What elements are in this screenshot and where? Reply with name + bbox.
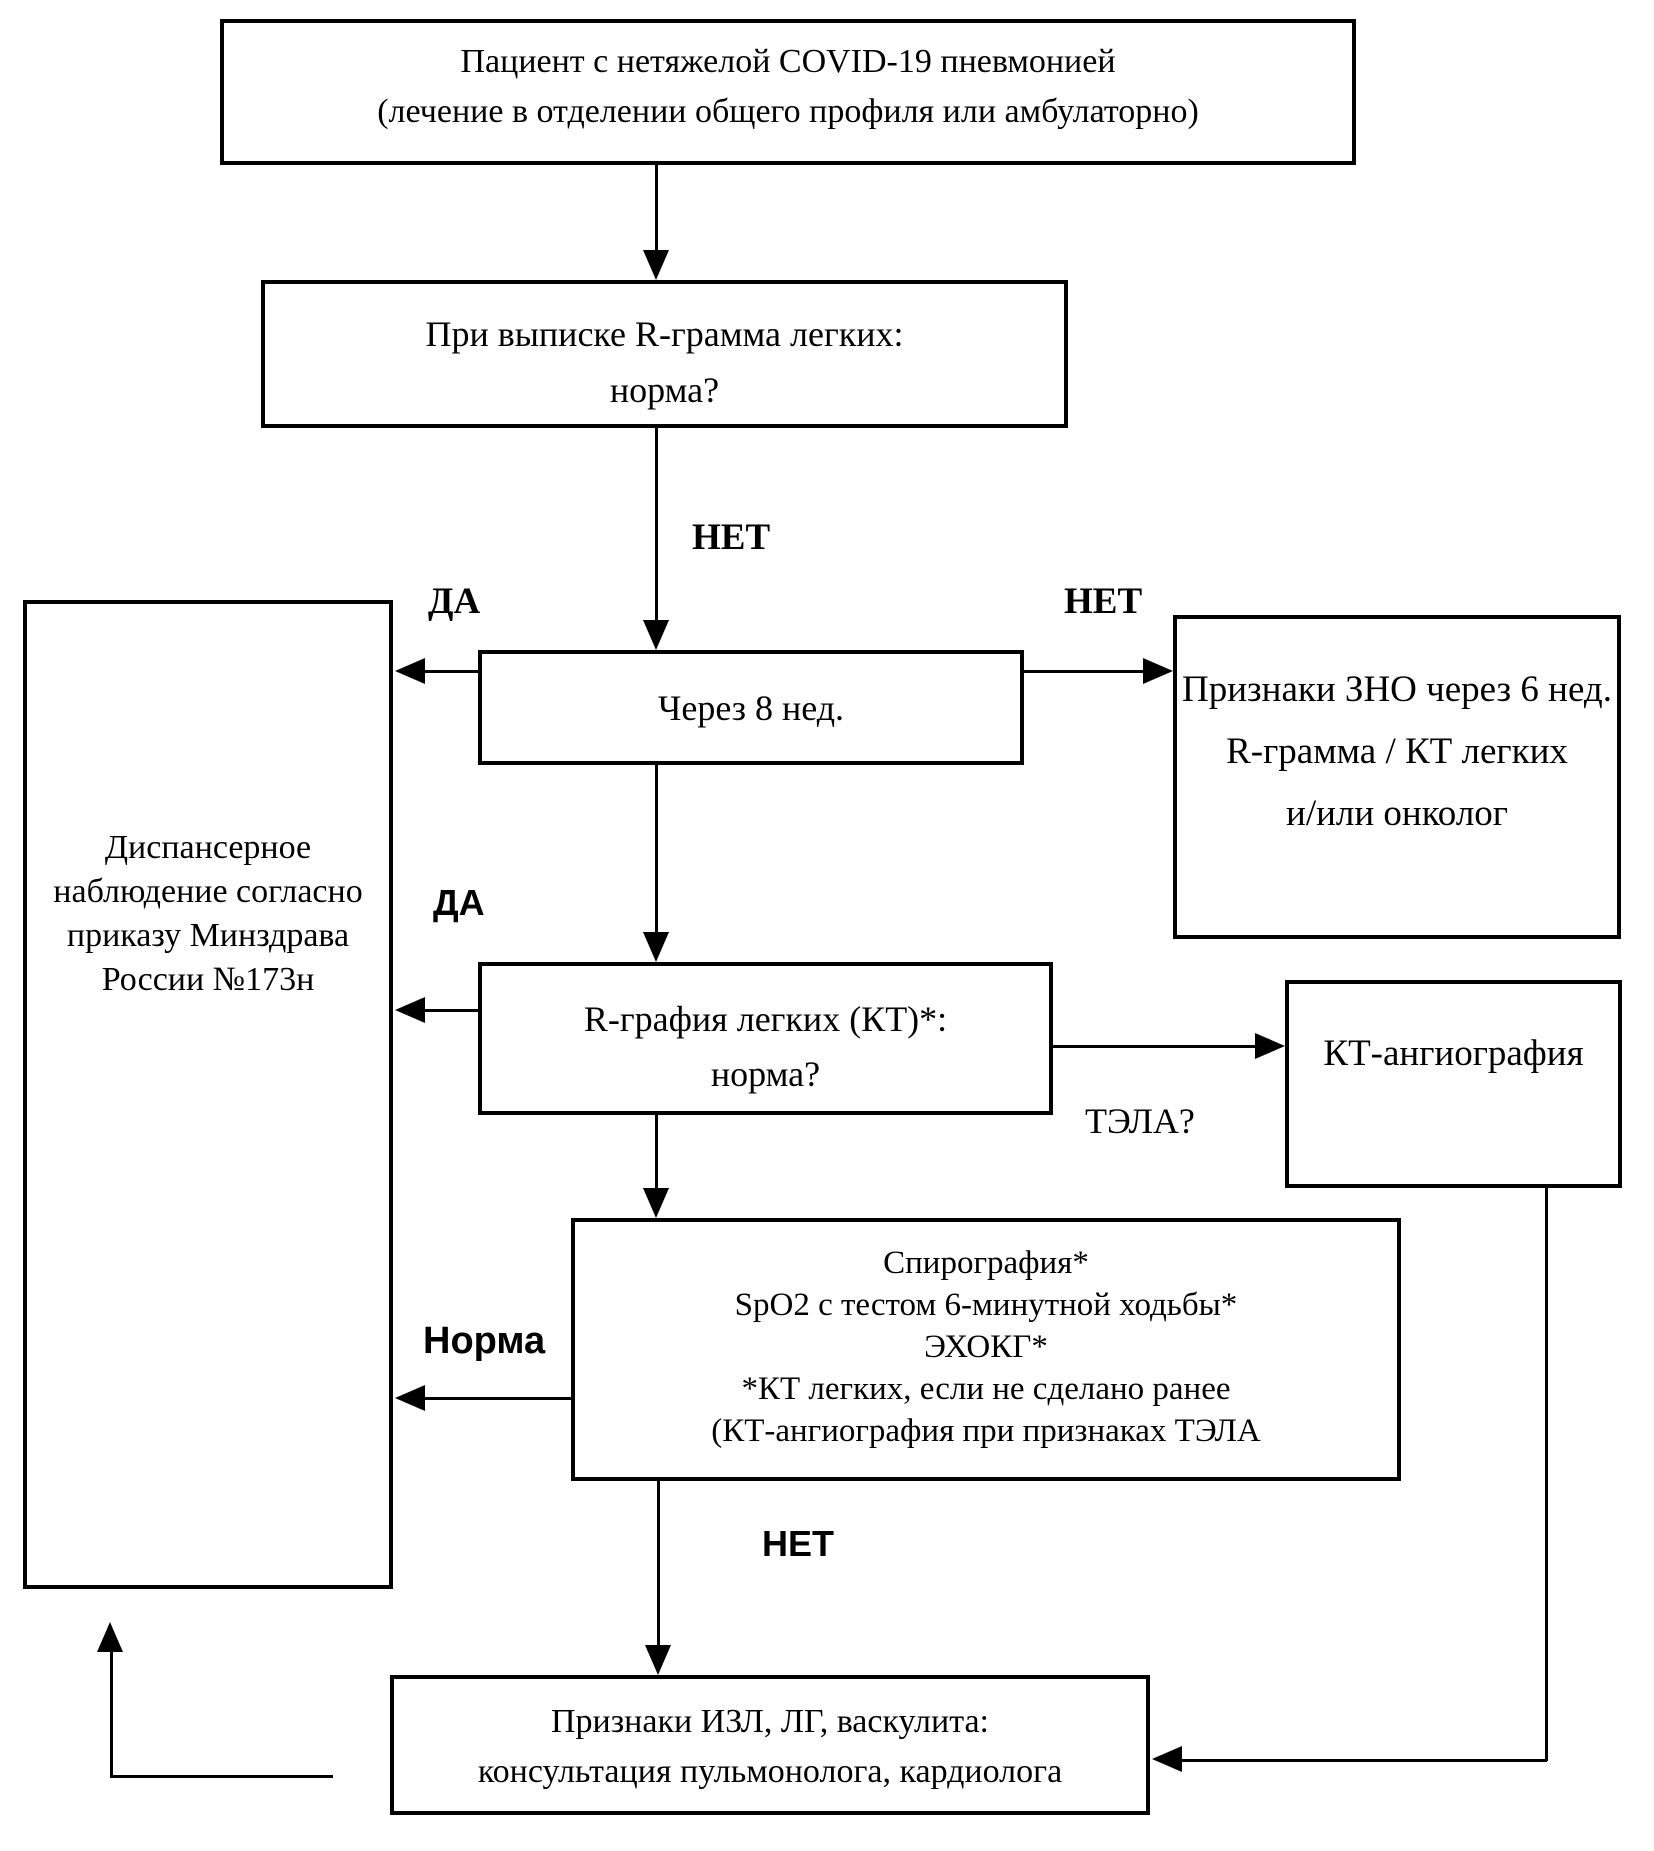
connector-ct-angio-to-izl: [1182, 1759, 1547, 1762]
node-patient-line1: Пациент с нетяжелой COVID-19 пневмонией: [460, 43, 1116, 80]
arrowhead-down-izl: [645, 1645, 671, 1675]
node-discharge-xray: [261, 280, 1068, 428]
edge-label-da-mid: ДА: [433, 882, 485, 923]
node-spirography-line5: (КТ-ангиография при признаках ТЭЛА: [711, 1413, 1261, 1449]
edge-label-net-right: НЕТ: [1064, 581, 1143, 622]
edge-label-net-top: НЕТ: [692, 517, 771, 558]
node-dispensary-line3: приказу Минздрава: [66, 917, 350, 954]
arrowhead-up-dispensary: [97, 1622, 123, 1652]
connector-xray-to-dispensary: [425, 1009, 478, 1012]
node-zno-signs: [1173, 615, 1621, 939]
node-spirography-line2: SpO2 с тестом 6-минутной ходьбы*: [734, 1287, 1238, 1323]
connector-izl-loop-horizontal: [110, 1775, 333, 1778]
connector-8weeks-to-zno: [1024, 670, 1143, 673]
node-discharge-line2: норма?: [609, 370, 720, 410]
connector-spirography-to-izl: [657, 1481, 660, 1645]
edge-label-tela: ТЭЛА?: [1085, 1101, 1195, 1141]
node-izl-line2: консультация пульмонолога, кардиолога: [477, 1753, 1063, 1790]
connector-xray-to-spirography: [655, 1115, 658, 1188]
node-zno-line2: R-грамма / КТ легких: [1226, 731, 1568, 772]
node-xray-ct-question: [478, 962, 1053, 1115]
edge-label-da-top: ДА: [428, 581, 481, 622]
arrowhead-down-xray: [643, 932, 669, 962]
node-xray-ct-line2: норма?: [710, 1054, 821, 1094]
node-dispensary-line4: России №173н: [101, 961, 315, 998]
connector-discharge-to-8weeks: [655, 428, 658, 620]
arrowhead-down-discharge: [643, 250, 669, 280]
arrowhead-down-spirography: [643, 1188, 669, 1218]
node-izl-line1: Признаки ИЗЛ, ЛГ, васкулита:: [550, 1703, 989, 1740]
node-xray-ct-line1: R-графия легких (КТ)*:: [583, 999, 948, 1039]
connector-spirography-to-dispensary: [425, 1397, 571, 1400]
connector-ct-angio-down: [1545, 1188, 1548, 1761]
connector-8weeks-to-xray: [655, 765, 658, 932]
node-zno-line1: Признаки ЗНО через 6 нед.: [1182, 669, 1612, 710]
node-spirography: [571, 1218, 1401, 1481]
node-zno-line3: и/или онколог: [1286, 793, 1508, 834]
arrowhead-left-dispensary-3: [395, 1385, 425, 1411]
connector-8weeks-to-dispensary: [425, 670, 478, 673]
arrowhead-right-ct-angio: [1255, 1033, 1285, 1059]
node-izl-signs: [390, 1675, 1150, 1815]
arrowhead-left-dispensary-1: [395, 658, 425, 684]
node-spirography-line3: ЭХОКГ*: [924, 1329, 1048, 1365]
arrowhead-right-zno: [1143, 658, 1173, 684]
node-dispensary-line1: Диспансерное: [104, 829, 312, 866]
node-ct-angiography-label: КТ-ангиография: [1323, 1033, 1584, 1074]
arrowhead-left-izl: [1152, 1746, 1182, 1772]
node-spirography-line4: *КТ легких, если не сделано ранее: [741, 1371, 1231, 1407]
node-discharge-line1: При выписке R-грамма легких:: [425, 314, 904, 354]
node-patient-line2: (лечение в отделении общего профиля или амбулаторно): [377, 93, 1199, 130]
node-dispensary-observation: [23, 600, 393, 1589]
edge-label-net-bottom: НЕТ: [762, 1523, 834, 1564]
node-ct-angiography: [1285, 980, 1622, 1188]
node-spirography-line1: Спирография*: [883, 1245, 1089, 1281]
edge-label-norma: Норма: [423, 1320, 546, 1362]
node-patient: [220, 19, 1356, 165]
connector-patient-to-discharge: [655, 164, 658, 250]
connector-izl-loop-vertical: [110, 1652, 113, 1778]
arrowhead-left-dispensary-2: [395, 997, 425, 1023]
arrowhead-down-8weeks: [643, 620, 669, 650]
node-after-8-weeks-label: Через 8 нед.: [657, 687, 845, 728]
node-after-8-weeks: [478, 650, 1024, 765]
node-dispensary-line2: наблюдение согласно: [53, 873, 363, 910]
connector-xray-to-ct-angio: [1053, 1045, 1255, 1048]
